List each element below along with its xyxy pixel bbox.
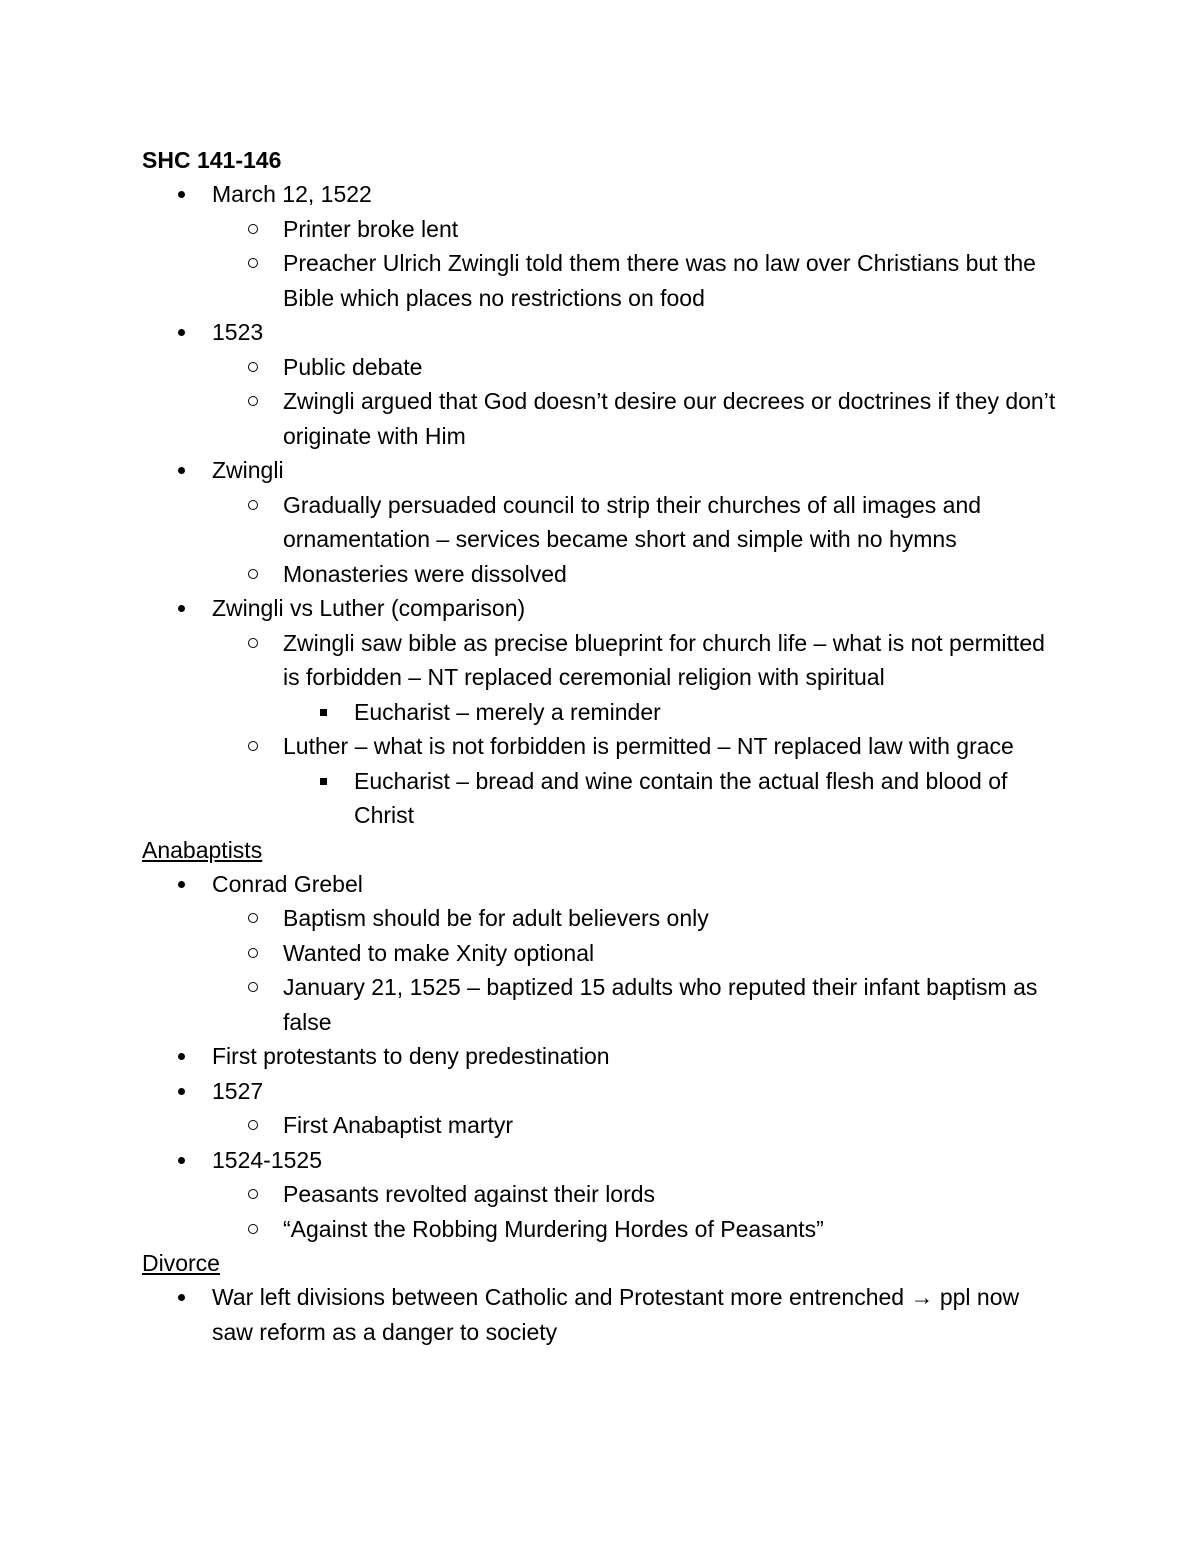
list-item <box>212 626 1062 730</box>
list-item <box>142 1143 1062 1247</box>
list-item-text: Zwingli <box>212 457 284 483</box>
bullet-icon <box>178 191 185 198</box>
list-item <box>212 936 1062 971</box>
list-item-text: First protestants to deny predestination <box>212 1043 610 1069</box>
sub-sub-list <box>283 764 1062 833</box>
section-heading-divorce: Divorce <box>142 1250 220 1276</box>
list-item-text: Monasteries were dissolved <box>283 560 567 587</box>
list-item-text: March 12, 1522 <box>212 181 372 207</box>
bullet-icon <box>178 1088 185 1095</box>
list-item-text: Wanted to make Xnity optional <box>283 939 595 966</box>
list-item <box>212 488 1062 557</box>
bullet-icon <box>178 1053 185 1060</box>
sub-sub-list <box>283 695 1062 730</box>
list-item-text: Eucharist – merely a reminder <box>354 698 661 725</box>
bullet-icon <box>178 1157 185 1164</box>
list-item-text: Zwingli saw bible as precise blueprint for church life – what is not permitted is forbidden – NT replaced ceremonial religion with spiritual <box>283 629 1045 690</box>
list-item-text: Conrad Grebel <box>212 870 363 897</box>
list-item <box>212 384 1062 453</box>
list-item <box>142 453 1062 591</box>
list-item <box>212 246 1062 315</box>
list-item-text: Gradually persuaded council to strip their churches of all images and ornamentation – services became short and simple with no hymns <box>283 491 982 552</box>
list-item <box>212 350 1062 385</box>
list-item <box>212 557 1062 592</box>
circle-bullet-icon <box>248 741 258 751</box>
list-item <box>142 1074 1062 1143</box>
list-item <box>142 1280 1062 1349</box>
list-item-text: “Against the Robbing Murdering Hordes of Peasants” <box>283 1215 824 1242</box>
list-item-text: Baptism should be for adult believers only <box>283 905 709 931</box>
list-item <box>142 591 1062 833</box>
circle-bullet-icon <box>248 224 258 234</box>
square-bullet-icon <box>320 709 327 716</box>
circle-bullet-icon <box>248 913 258 923</box>
list-item <box>142 177 1062 315</box>
list-item <box>142 867 1062 1040</box>
list-item-text: January 21, 1525 – baptized 15 adults who reputed their infant baptism as false <box>283 974 1038 1035</box>
list-item-text: Public debate <box>283 353 423 380</box>
list-item <box>212 901 1062 936</box>
bullet-list <box>142 177 1062 833</box>
sub-list <box>212 350 1062 454</box>
list-item-text: Printer broke lent <box>283 215 459 242</box>
bullet-icon <box>178 605 185 612</box>
list-item-text: 1527 <box>212 1077 264 1104</box>
circle-bullet-icon <box>248 258 258 268</box>
circle-bullet-icon <box>248 362 258 372</box>
list-item-text: Zwingli vs Luther (comparison) <box>212 595 526 621</box>
circle-bullet-icon <box>248 982 258 992</box>
bullet-list <box>142 1280 1062 1349</box>
list-item <box>212 1177 1062 1212</box>
circle-bullet-icon <box>248 500 258 510</box>
list-item-text: 1524-1525 <box>212 1146 322 1173</box>
list-item-text: 1523 <box>212 319 264 345</box>
sub-list <box>212 626 1062 833</box>
sub-list <box>212 1108 1062 1143</box>
sub-list <box>212 212 1062 316</box>
list-item-text: Luther – what is not forbidden is permitted – NT replaced law with grace <box>283 733 1014 759</box>
list-item <box>212 729 1062 833</box>
document-body <box>142 143 1062 1349</box>
list-item-text: War left divisions between Catholic and Protestant more entrenched → ppl now saw reform as a danger to society <box>212 1284 1020 1345</box>
bullet-icon <box>178 467 185 474</box>
list-item <box>142 1039 1062 1074</box>
list-item <box>142 315 1062 453</box>
bullet-icon <box>178 329 185 336</box>
bullet-list <box>142 867 1062 1247</box>
list-item <box>212 212 1062 247</box>
circle-bullet-icon <box>248 396 258 406</box>
circle-bullet-icon <box>248 569 258 579</box>
list-item-text: Eucharist – bread and wine contain the actual flesh and blood of Christ <box>354 767 1008 828</box>
circle-bullet-icon <box>248 1224 258 1234</box>
section-heading-anabaptists: Anabaptists <box>142 836 263 863</box>
list-item-text: Zwingli argued that God doesn’t desire our decrees or doctrines if they don’t originate with Him <box>283 388 1056 449</box>
circle-bullet-icon <box>248 638 258 648</box>
page-title: SHC 141-146 <box>142 147 282 173</box>
list-item <box>212 1212 1062 1247</box>
bullet-icon <box>178 881 185 888</box>
list-item-text: First Anabaptist martyr <box>283 1112 514 1138</box>
list-item <box>283 764 1062 833</box>
list-item <box>212 1108 1062 1143</box>
list-item-text: Peasants revolted against their lords <box>283 1181 656 1207</box>
circle-bullet-icon <box>248 948 258 958</box>
list-item <box>283 695 1062 730</box>
sub-list <box>212 1177 1062 1246</box>
sub-list <box>212 488 1062 592</box>
circle-bullet-icon <box>248 1120 258 1130</box>
bullet-icon <box>178 1294 185 1301</box>
sub-list <box>212 901 1062 1039</box>
list-item-text: Preacher Ulrich Zwingli told them there was no law over Christians but the Bible which places no restrictions on food <box>283 250 1036 311</box>
list-item <box>212 970 1062 1039</box>
square-bullet-icon <box>320 778 327 785</box>
circle-bullet-icon <box>248 1189 258 1199</box>
